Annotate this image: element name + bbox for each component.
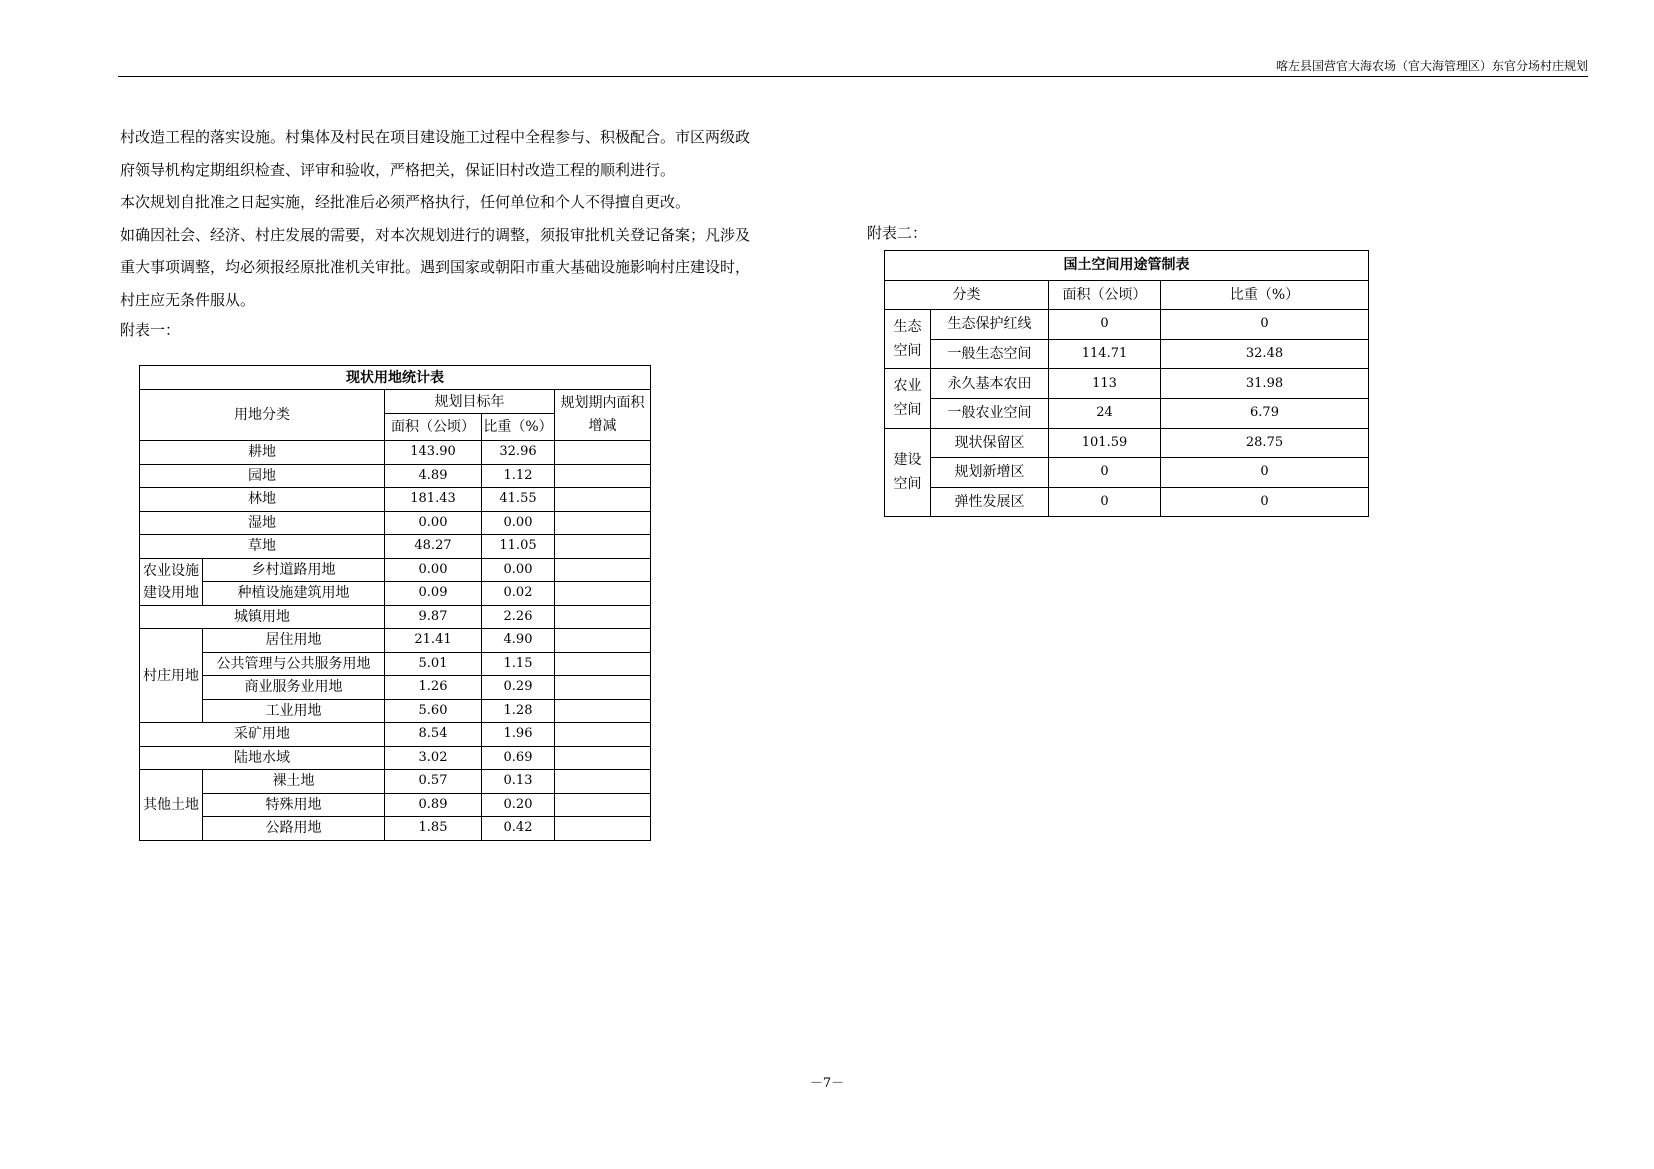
- header-ratio: 比重（%）: [482, 414, 555, 441]
- row-change: [555, 535, 651, 559]
- row-name: 商业服务业用地: [203, 676, 385, 700]
- table-row: [140, 535, 651, 559]
- document-header-title: 喀左县国营官大海农场（官大海管理区）东官分场村庄规划: [1275, 59, 1588, 73]
- row-ratio: 0.02: [482, 582, 555, 606]
- row-area: 0.00: [385, 558, 482, 582]
- table-row: [885, 339, 1369, 369]
- row-ratio: 28.75: [1161, 428, 1369, 458]
- row-area: 114.71: [1049, 339, 1161, 369]
- table-title: 国土空间用途管制表: [885, 251, 1369, 281]
- body-text: [120, 121, 830, 317]
- table-row: [140, 605, 651, 629]
- row-name: 园地: [140, 464, 385, 488]
- row-change: [555, 605, 651, 629]
- table-row: [140, 676, 651, 700]
- paragraph-line: 本次规划自批准之日起实施，经批准后必须严格执行，任何单位和个人不得擅自更改。: [120, 193, 691, 212]
- row-ratio: 1.15: [482, 652, 555, 676]
- row-ratio: 31.98: [1161, 369, 1369, 399]
- row-area: 8.54: [385, 723, 482, 747]
- row-name: 一般生态空间: [931, 339, 1049, 369]
- row-change: [555, 629, 651, 653]
- row-area: 181.43: [385, 488, 482, 512]
- table-row: [140, 511, 651, 535]
- row-change: [555, 652, 651, 676]
- row-name: 林地: [140, 488, 385, 512]
- table-row: [140, 464, 651, 488]
- row-change: [555, 441, 651, 465]
- row-name: 湿地: [140, 511, 385, 535]
- table-row: [140, 723, 651, 747]
- row-change: [555, 817, 651, 841]
- row-ratio: 0.00: [482, 558, 555, 582]
- row-name: 永久基本农田: [931, 369, 1049, 399]
- row-name: 居住用地: [203, 629, 385, 653]
- row-change: [555, 511, 651, 535]
- appendix2-label: 附表二：: [867, 224, 928, 242]
- row-name: 一般农业空间: [931, 398, 1049, 428]
- row-ratio: 0: [1161, 458, 1369, 488]
- row-area: 113: [1049, 369, 1161, 399]
- row-area: 5.01: [385, 652, 482, 676]
- row-ratio: 0.29: [482, 676, 555, 700]
- table-row: [140, 699, 651, 723]
- row-area: 48.27: [385, 535, 482, 559]
- table-row: [885, 487, 1369, 517]
- table-row: [140, 817, 651, 841]
- row-ratio: 2.26: [482, 605, 555, 629]
- row-ratio: 1.96: [482, 723, 555, 747]
- row-change: [555, 676, 651, 700]
- header-category: 用地分类: [140, 390, 385, 441]
- table-row: [885, 428, 1369, 458]
- header-ratio: 比重（%）: [1161, 280, 1369, 310]
- row-name: 乡村道路用地: [203, 558, 385, 582]
- row-name: 现状保留区: [931, 428, 1049, 458]
- row-name: 草地: [140, 535, 385, 559]
- row-name: 种植设施建筑用地: [203, 582, 385, 606]
- row-name: 裸土地: [203, 770, 385, 794]
- header-area: 面积（公顷）: [385, 414, 482, 441]
- header-change: 规划期内面积增减: [555, 390, 651, 441]
- row-name: 弹性发展区: [931, 487, 1049, 517]
- table-row: [885, 458, 1369, 488]
- row-area: 9.87: [385, 605, 482, 629]
- row-area: 0.89: [385, 793, 482, 817]
- row-ratio: 1.28: [482, 699, 555, 723]
- table-row: [885, 398, 1369, 428]
- row-name: 工业用地: [203, 699, 385, 723]
- row-ratio: 0.00: [482, 511, 555, 535]
- header-area: 面积（公顷）: [1049, 280, 1161, 310]
- row-group: 农业设施建设用地: [140, 558, 203, 605]
- row-group: 建设空间: [885, 428, 931, 517]
- row-name: 公路用地: [203, 817, 385, 841]
- row-group: 生态空间: [885, 310, 931, 369]
- row-area: 0.57: [385, 770, 482, 794]
- paragraph-line: 如确因社会、经济、村庄发展的需要，对本次规划进行的调整，须报审批机关登记备案；凡涉及: [120, 225, 751, 244]
- row-ratio: 0: [1161, 310, 1369, 340]
- land-use-status-table: [139, 365, 651, 841]
- row-area: 24: [1049, 398, 1161, 428]
- appendix1-label: 附表一：: [120, 321, 181, 339]
- row-area: 0: [1049, 458, 1161, 488]
- header-target-year: 规划目标年: [385, 390, 555, 414]
- row-ratio: 0: [1161, 487, 1369, 517]
- header-category: 分类: [885, 280, 1049, 310]
- territorial-space-use-control-table: [884, 250, 1369, 517]
- row-name: 采矿用地: [140, 723, 385, 747]
- row-ratio: 11.05: [482, 535, 555, 559]
- table-title: 现状用地统计表: [140, 366, 651, 390]
- row-change: [555, 770, 651, 794]
- table-row: [140, 770, 651, 794]
- paragraph-line: 府领导机构定期组织检查、评审和验收，严格把关，保证旧村改造工程的顺利进行。: [120, 160, 676, 179]
- row-group: 农业空间: [885, 369, 931, 428]
- row-area: 5.60: [385, 699, 482, 723]
- row-ratio: 41.55: [482, 488, 555, 512]
- row-group: 其他土地: [140, 770, 203, 841]
- row-change: [555, 746, 651, 770]
- row-area: 143.90: [385, 441, 482, 465]
- row-ratio: 32.96: [482, 441, 555, 465]
- row-ratio: 6.79: [1161, 398, 1369, 428]
- table-row: [140, 652, 651, 676]
- row-name: 特殊用地: [203, 793, 385, 817]
- table-row: [140, 441, 651, 465]
- row-area: 0: [1049, 310, 1161, 340]
- row-area: 0.09: [385, 582, 482, 606]
- row-ratio: 1.12: [482, 464, 555, 488]
- table-row: [140, 746, 651, 770]
- table-row: [140, 558, 651, 582]
- row-name: 陆地水域: [140, 746, 385, 770]
- table-row: [140, 488, 651, 512]
- row-ratio: 0.69: [482, 746, 555, 770]
- row-area: 0: [1049, 487, 1161, 517]
- row-area: 21.41: [385, 629, 482, 653]
- row-ratio: 0.42: [482, 817, 555, 841]
- row-name: 公共管理与公共服务用地: [203, 652, 385, 676]
- row-area: 101.59: [1049, 428, 1161, 458]
- row-change: [555, 464, 651, 488]
- row-change: [555, 793, 651, 817]
- row-change: [555, 558, 651, 582]
- header-divider: [118, 76, 1588, 77]
- table-row: [885, 369, 1369, 399]
- row-ratio: 0.20: [482, 793, 555, 817]
- row-ratio: 0.13: [482, 770, 555, 794]
- row-change: [555, 582, 651, 606]
- row-change: [555, 488, 651, 512]
- row-change: [555, 723, 651, 747]
- row-area: 4.89: [385, 464, 482, 488]
- row-ratio: 4.90: [482, 629, 555, 653]
- row-area: 1.26: [385, 676, 482, 700]
- row-group: 村庄用地: [140, 629, 203, 723]
- page-number: －7－: [809, 1076, 845, 1091]
- row-name: 耕地: [140, 441, 385, 465]
- row-area: 3.02: [385, 746, 482, 770]
- row-ratio: 32.48: [1161, 339, 1369, 369]
- paragraph-line: 村庄应无条件服从。: [120, 290, 256, 309]
- row-area: 1.85: [385, 817, 482, 841]
- paragraph-line: 村改造工程的落实设施。村集体及村民在项目建设施工过程中全程参与、积极配合。市区两级政: [120, 128, 751, 146]
- row-change: [555, 699, 651, 723]
- table-row: [140, 629, 651, 653]
- row-name: 生态保护红线: [931, 310, 1049, 340]
- paragraph-line: 重大事项调整，均必须报经原批准机关审批。遇到国家或朝阳市重大基础设施影响村庄建设时，: [120, 258, 751, 277]
- table-row: [140, 793, 651, 817]
- row-name: 城镇用地: [140, 605, 385, 629]
- row-name: 规划新增区: [931, 458, 1049, 488]
- table-row: [885, 310, 1369, 340]
- row-area: 0.00: [385, 511, 482, 535]
- table-row: [140, 582, 651, 606]
